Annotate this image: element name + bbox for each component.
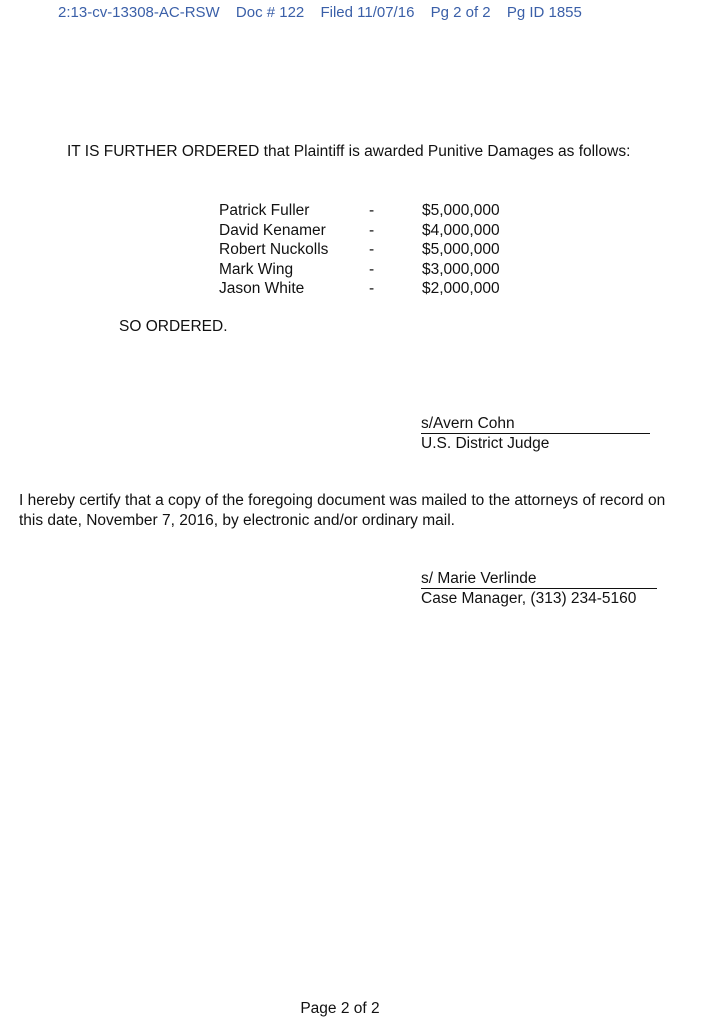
award-dash: - [369, 202, 375, 219]
award-row [219, 201, 532, 221]
clerk-signature: s/ Marie Verlinde [421, 569, 657, 589]
filing-header [58, 4, 594, 21]
award-name: Patrick Fuller [219, 202, 310, 219]
award-dash: - [369, 221, 375, 239]
page-number: Page 2 of 2 [300, 1000, 380, 1017]
award-dash: - [369, 280, 375, 297]
filed-date: Filed 11/07/16 [320, 4, 415, 21]
award-amount: $5,000,000 [422, 241, 500, 258]
award-row [219, 260, 532, 280]
clerk-signature-block [421, 569, 657, 609]
award-row [219, 279, 532, 299]
award-name: David Kenamer [219, 221, 326, 239]
certificate-of-service: I hereby certify that a copy of the foregoing document was mailed to the attorneys of record on this date, November 7, 2016, by electronic and/or ordinary mail. [19, 492, 666, 529]
so-ordered: SO ORDERED. [119, 318, 228, 335]
clerk-title: Case Manager, (313) 234-5160 [421, 590, 637, 607]
judge-title: U.S. District Judge [421, 435, 550, 452]
awards-list [219, 201, 532, 299]
page-count: Pg 2 of 2 [430, 4, 491, 21]
judge-signature: s/Avern Cohn [421, 414, 650, 434]
judge-signature-block [421, 414, 650, 454]
award-dash: - [369, 241, 375, 258]
award-name: Jason White [219, 280, 305, 297]
page-footer [0, 1000, 710, 1018]
award-amount: $2,000,000 [422, 280, 500, 297]
case-number: 2:13-cv-13308-AC-RSW [58, 4, 220, 21]
award-row [219, 221, 532, 241]
page-id: Pg ID 1855 [506, 4, 582, 21]
award-name: Robert Nuckolls [219, 241, 329, 258]
award-row [219, 240, 532, 260]
doc-number: Doc # 122 [235, 4, 305, 21]
award-amount: $3,000,000 [422, 260, 500, 278]
award-amount: $4,000,000 [422, 221, 500, 239]
award-amount: $5,000,000 [422, 202, 500, 219]
award-dash: - [369, 260, 375, 278]
order-paragraph: IT IS FURTHER ORDERED that Plaintiff is awarded Punitive Damages as follows: [67, 143, 631, 160]
award-name: Mark Wing [219, 260, 294, 278]
